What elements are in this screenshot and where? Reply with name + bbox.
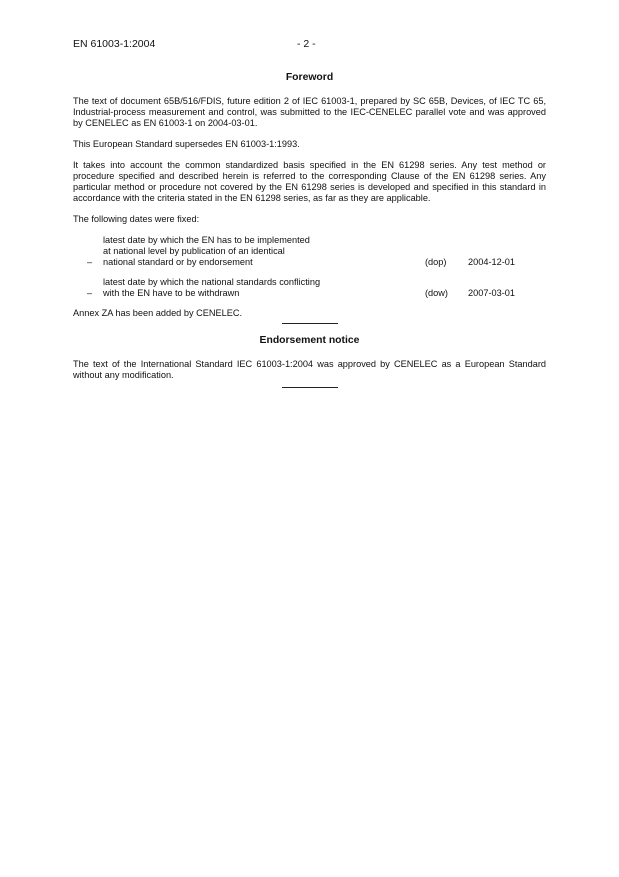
end-divider bbox=[282, 387, 338, 388]
date-description-line: national standard or by endorsement bbox=[103, 257, 253, 267]
date-description-line: latest date by which the national standards conflicting bbox=[103, 277, 321, 287]
page-content bbox=[73, 72, 546, 388]
date-item-dow bbox=[73, 277, 546, 299]
dates-list bbox=[73, 235, 546, 299]
date-description-line: latest date by which the EN has to be implemented bbox=[103, 235, 310, 245]
endorsement-text: The text of the International Standard IEC 61003-1:2004 was approved by CENELEC as a European Standard without any modification. bbox=[73, 359, 546, 380]
date-description bbox=[103, 235, 425, 268]
foreword-paragraph-3: It takes into account the common standardized basis specified in the EN 61298 series. Any test method or procedure specified and described herein is referred to the corresponding Clause of the EN 61298 series. Any particular method or procedure not covered by the EN 61298 series is developed and specified in this standard in accordance with the criteria stated in the EN 61298 series, as far as they are applicable. bbox=[73, 160, 546, 203]
date-item-dop bbox=[73, 235, 546, 268]
date-description bbox=[103, 277, 425, 299]
date-abbreviation: (dop) bbox=[425, 257, 447, 267]
dates-intro: The following dates were fixed: bbox=[73, 214, 200, 224]
foreword-paragraph-2: This European Standard supersedes EN 61003-1:1993. bbox=[73, 139, 300, 149]
bullet-dash: – bbox=[87, 257, 93, 267]
section-divider bbox=[282, 323, 338, 324]
foreword-title: Foreword bbox=[285, 72, 334, 83]
date-value: 2007-03-01 bbox=[468, 288, 515, 298]
endorsement-title: Endorsement notice bbox=[259, 335, 360, 346]
date-abbreviation: (dow) bbox=[425, 288, 448, 298]
date-value: 2004-12-01 bbox=[468, 257, 515, 267]
document-id: EN 61003-1:2004 bbox=[73, 38, 156, 50]
bullet-dash: – bbox=[87, 288, 93, 298]
annex-note: Annex ZA has been added by CENELEC. bbox=[73, 308, 243, 318]
date-description-line: at national level by publication of an identical bbox=[103, 246, 285, 256]
foreword-paragraph-1: The text of document 65B/516/FDIS, future edition 2 of IEC 61003-1, prepared by SC 65B, Devices, of IEC TC 65, Industrial-process measurement and control, was submitted to the IEC-CENELEC parallel vote and was approved by CENELEC as EN 61003-1 on 2004-03-01. bbox=[73, 96, 546, 128]
date-description-line: with the EN have to be withdrawn bbox=[103, 288, 240, 298]
page-number: - 2 - bbox=[297, 38, 316, 50]
